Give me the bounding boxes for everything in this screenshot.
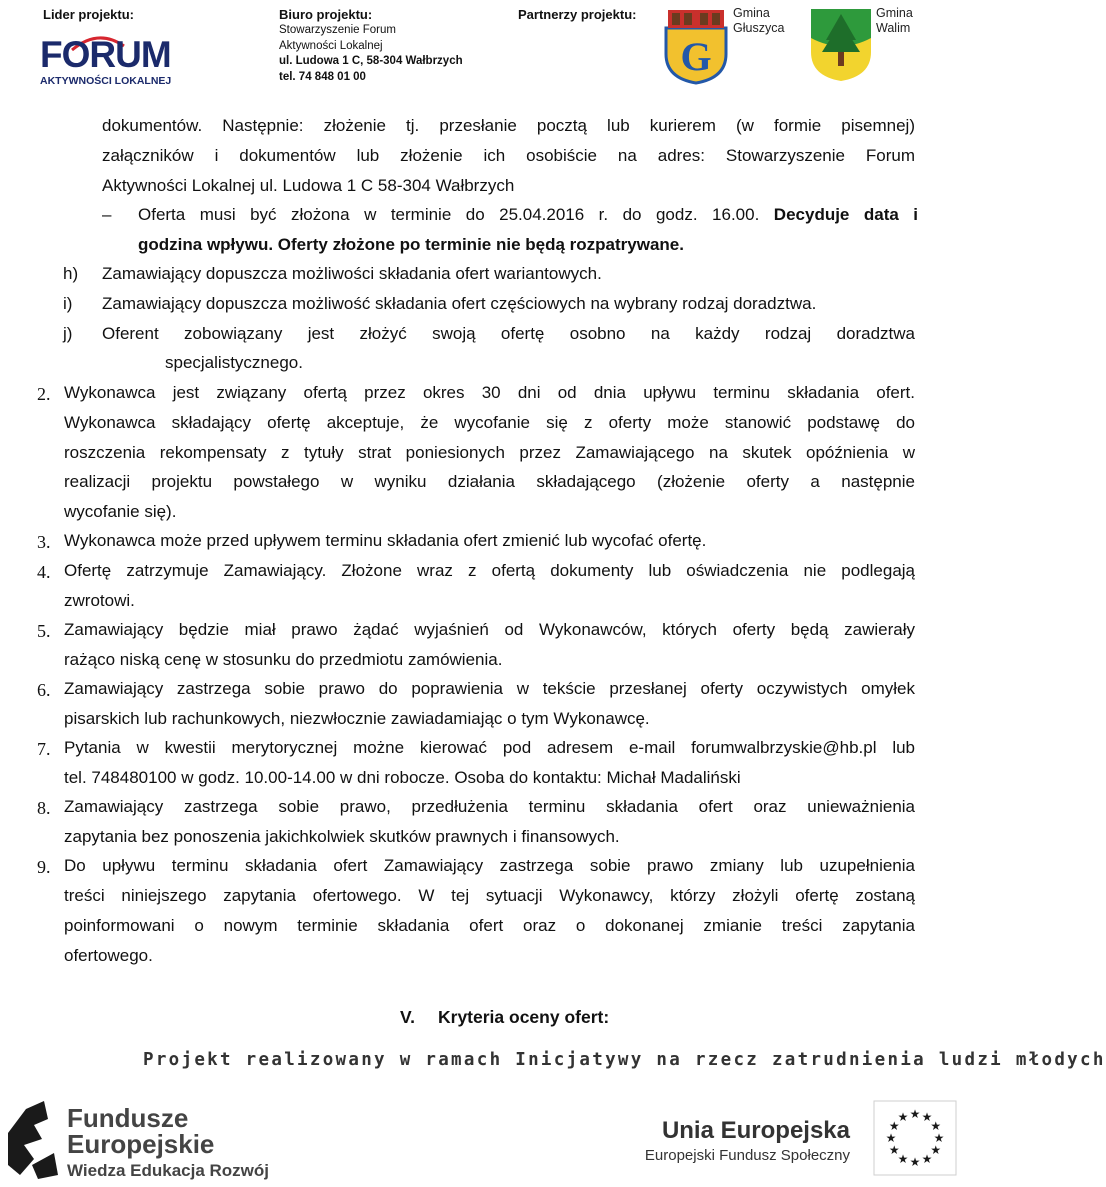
fe-line: Fundusze (67, 1103, 189, 1133)
text-line: Aktywności Lokalnej ul. Ludowa 1 C 58-304 Wałbrzych (102, 176, 515, 195)
deadline-bold-line: godzina wpływu. Oferty złożone po terminie nie będą rozpatrywane. (138, 235, 684, 254)
text-line: dokumentów. Następnie: złożenie tj. przesłanie pocztą lub kurierem (w formie pisemnej) (102, 116, 915, 135)
text-line: rażąco niską cenę w stosunku do przedmiotu zamówienia. (64, 650, 503, 669)
text-line: Zamawiający zastrzega sobie prawo, przedłużenia terminu składania ofert oraz unieważnienia (64, 797, 915, 816)
item-number: 6. (37, 680, 51, 700)
gmina-name: Głuszyca (733, 21, 785, 35)
section-number: V. (400, 1007, 415, 1027)
eu-star-icon: ★ (921, 1151, 933, 1166)
eu-star-icon: ★ (897, 1151, 909, 1166)
biuro-block (279, 7, 463, 86)
item-number: 4. (37, 562, 51, 582)
list-item: Oferent zobowiązany jest złożyć swoją ofertę osobno na każdy rodzaj doradztwa (102, 324, 915, 343)
text-line: zapytania bez ponoszenia jakichkolwiek skutków prawnych i finansowych. (64, 827, 620, 846)
text-line: pisarskich lub rachunkowych, niezwłocznie zawiadamiając o tym Wykonawcę. (64, 709, 650, 728)
list-item-cont: specjalistycznego. (165, 353, 303, 372)
eu-star-icon: ★ (909, 1107, 921, 1121)
text-line: ofertowego. (64, 946, 153, 965)
text-line: tel. 748480100 w godz. 10.00-14.00 w dni robocze. Osoba do kontaktu: Michał Madaliński (64, 768, 741, 787)
eu-star-icon: ★ (930, 1119, 942, 1133)
text-line: załączników i dokumentów lub złożenie ich osobiście na adres: Stowarzyszenie Forum (102, 146, 915, 165)
item-number: 9. (37, 857, 51, 877)
text-line: zwrotowi. (64, 591, 135, 610)
item-number: 8. (37, 798, 51, 818)
eu-star-icon: ★ (897, 1110, 909, 1125)
deadline-bold: Decyduje data i (773, 205, 919, 224)
text-line: roszczenia rekompensaty z tytuły strat poniesionych przez Zamawiającego na skutek opóźnienia w (64, 443, 915, 462)
item-number: 5. (37, 621, 51, 641)
eu-flag-icon (873, 1100, 957, 1176)
text-line: wycofanie się). (64, 502, 177, 521)
text-line: Wykonawca składający ofertę akceptuje, że wycofanie się z oferty może stanowić podstawę do (64, 413, 915, 432)
fe-line: Europejskie (67, 1129, 215, 1159)
text-line: Wykonawca jest związany ofertą przez okres 30 dni od dnia upływu terminu składania ofert. (64, 383, 915, 402)
list-item: Zamawiający dopuszcza możliwości składania ofert wariantowych. (102, 264, 602, 283)
deadline-line (138, 205, 918, 225)
biuro-line: ul. Ludowa 1 C, 58-304 Wałbrzych (279, 55, 463, 68)
walim-crest-icon (810, 8, 872, 82)
eu-star-icon: ★ (933, 1131, 945, 1145)
text-line: treści niniejszego zapytania ofertowego. W tej sytuacji Wykonawcy, którzy złożyli ofertę zostaną (64, 886, 915, 905)
eu-star-icon: ★ (888, 1143, 900, 1157)
text-line: Ofertę zatrzymuje Zamawiający. Złożone wraz z ofertą dokumenty lub oświadczenia nie podlegają (64, 561, 915, 580)
eu-star-icon: ★ (909, 1155, 921, 1169)
item-number: 7. (37, 739, 51, 759)
eu-star-icon: ★ (888, 1119, 900, 1133)
gluszyca-crest-icon (664, 8, 728, 84)
ue-line: Unia Europejska (661, 1117, 850, 1144)
forum-logo-word: FORUM (40, 34, 171, 75)
dash-marker: – (102, 205, 112, 224)
gmina-word: Gmina (876, 6, 913, 20)
text-line: Zamawiający zastrzega sobie prawo do poprawienia w tekście przesłanej oferty oczywistych omyłek (64, 679, 915, 698)
eu-star-icon: ★ (921, 1110, 933, 1125)
text-line: Pytania w kwestii merytorycznej możne kierować pod adresem e-mail forumwalbrzyskie@hb.pl lub (64, 738, 915, 757)
deadline-text: Oferta musi być złożona w terminie do 25.04.2016 r. do godz. 16.00. (138, 205, 760, 224)
biuro-line: tel. 74 848 01 00 (279, 71, 366, 84)
list-item: Zamawiający dopuszcza możliwość składania ofert częściowych na wybrany rodzaj doradztwa. (102, 294, 817, 313)
text-line: poinformowani o nowym terminie składania ofert oraz o dokonanej zmianie treści zapytania (64, 916, 915, 935)
fe-line: Wiedza Edukacja Rozwój (67, 1161, 269, 1180)
forum-logo-sub: AKTYWNOŚCI LOKALNEJ (40, 75, 172, 87)
text-line: Do upływu terminu składania ofert Zamawiający zastrzega sobie prawo zmiany lub uzupełnienia (64, 856, 915, 875)
lider-label: Lider projektu: (43, 7, 135, 22)
list-marker: h) (63, 264, 79, 283)
svg-text:G: G (680, 34, 712, 79)
text-line: realizacji projektu powstałego w wyniku działania składającego (złożenie oferty a następnie (64, 472, 915, 491)
fe-logo-icon (4, 1095, 62, 1181)
gmina-walim (876, 6, 913, 36)
eu-star-icon: ★ (885, 1131, 897, 1145)
biuro-label: Biuro projektu: (279, 7, 373, 22)
gmina-gluszyca (733, 6, 784, 36)
section-title: Kryteria oceny ofert: (438, 1007, 610, 1027)
eu-star-icon: ★ (930, 1143, 942, 1157)
fe-text (67, 1105, 269, 1181)
text-line: Wykonawca może przed upływem terminu składania ofert zmienić lub wycofać ofertę. (64, 531, 707, 550)
gmina-name: Walim (876, 21, 911, 35)
project-line: Projekt realizowany w ramach Inicjatywy na rzecz zatrudnienia ludzi młodych (143, 1050, 1106, 1070)
biuro-line: Aktywności Lokalnej (279, 39, 383, 52)
list-marker: i) (63, 294, 73, 313)
text-line: Zamawiający będzie miał prawo żądać wyjaśnień od Wykonawców, których oferty będą zawierały (64, 620, 915, 639)
item-number: 3. (37, 532, 51, 552)
item-number: 2. (37, 384, 51, 404)
forum-logo (40, 36, 190, 87)
partnerzy-label: Partnerzy projektu: (518, 7, 637, 22)
ue-line: Europejski Fundusz Społeczny (644, 1147, 850, 1164)
biuro-line: Stowarzyszenie Forum (279, 23, 396, 36)
list-marker: j) (63, 324, 73, 343)
gmina-word: Gmina (733, 6, 770, 20)
ue-text (645, 1117, 850, 1164)
